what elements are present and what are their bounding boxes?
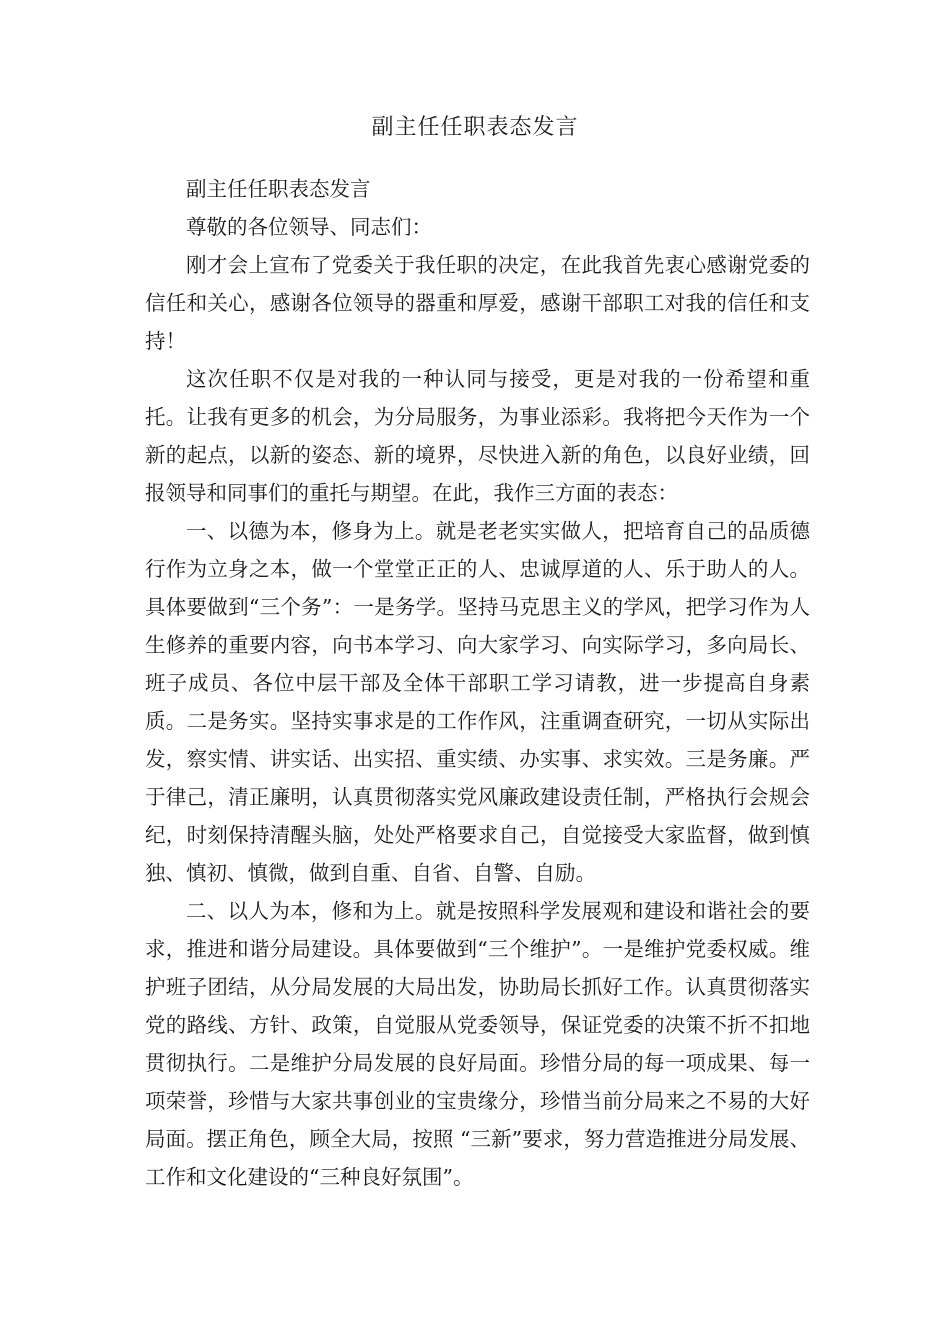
paragraph-intro: 这次任职不仅是对我的一种认同与接受，更是对我的一份希望和重托。让我有更多的机会，为分局服务，为事业添彩。我将把今天作为一个新的起点，以新的姿态、新的境界，尽快进入新的角色，以良好业绩，回报领导和同事们的重托与期望。在此，我作三方面的表态： [145, 367, 810, 505]
paragraph-point-two: 二、以人为本，修和为上。就是按照科学发展观和建设和谐社会的要求，推进和谐分局建设。具体要做到“三个维护”。一是维护党委权威。维护班子团结，从分局发展的大局出发，协助局长抓好工作。认真贯彻落实党的路线、方针、政策，自觉服从党委领导，保证党委的决策不折不扣地贯彻执行。二是维护分局发展的良好局面。珍惜分局的每一项成果、每一项荣誉，珍惜与大家共事创业的宝贵缘分，珍惜当前分局来之不易的大好局面。摆正角色，顾全大局，按照 “三新”要求，努力营造推进分局发展、工作和文化建设的“三种良好氛围”。 [145, 899, 810, 1189]
paragraph-salutation: 尊敬的各位领导、同志们： [186, 215, 432, 239]
paragraph-point-one: 一、以德为本，修身为上。就是老老实实做人，把培育自己的品质德行作为立身之本，做一个堂堂正正的人、忠诚厚道的人、乐于助人的人。具体要做到“三个务”：一是务学。坚持马克思主义的学风，把学习作为人生修养的重要内容，向书本学习、向大家学习、向实际学习，多向局长、班子成员、各位中层干部及全体干部职工学习请教，进一步提高自身素质。二是务实。坚持实事求是的工作作风，注重调查研究，一切从实际出发，察实情、讲实话、出实招、重实绩、办实事、求实效。三是务廉。严于律己，清正廉明，认真贯彻落实党风廉政建设责任制，严格执行会规会纪，时刻保持清醒头脑，处处严格要求自己，自觉接受大家监督，做到慎独、慎初、慎微，做到自重、自省、自警、自励。 [145, 519, 810, 885]
paragraph-thanks: 刚才会上宣布了党委关于我任职的决定，在此我首先衷心感谢党委的信任和关心，感谢各位领导的器重和厚爱，感谢干部职工对我的信任和支持！ [145, 253, 810, 353]
document-title: 副主任任职表态发言 [371, 115, 579, 140]
paragraph-subtitle: 副主任任职表态发言 [186, 177, 371, 201]
document-body [145, 170, 810, 1196]
